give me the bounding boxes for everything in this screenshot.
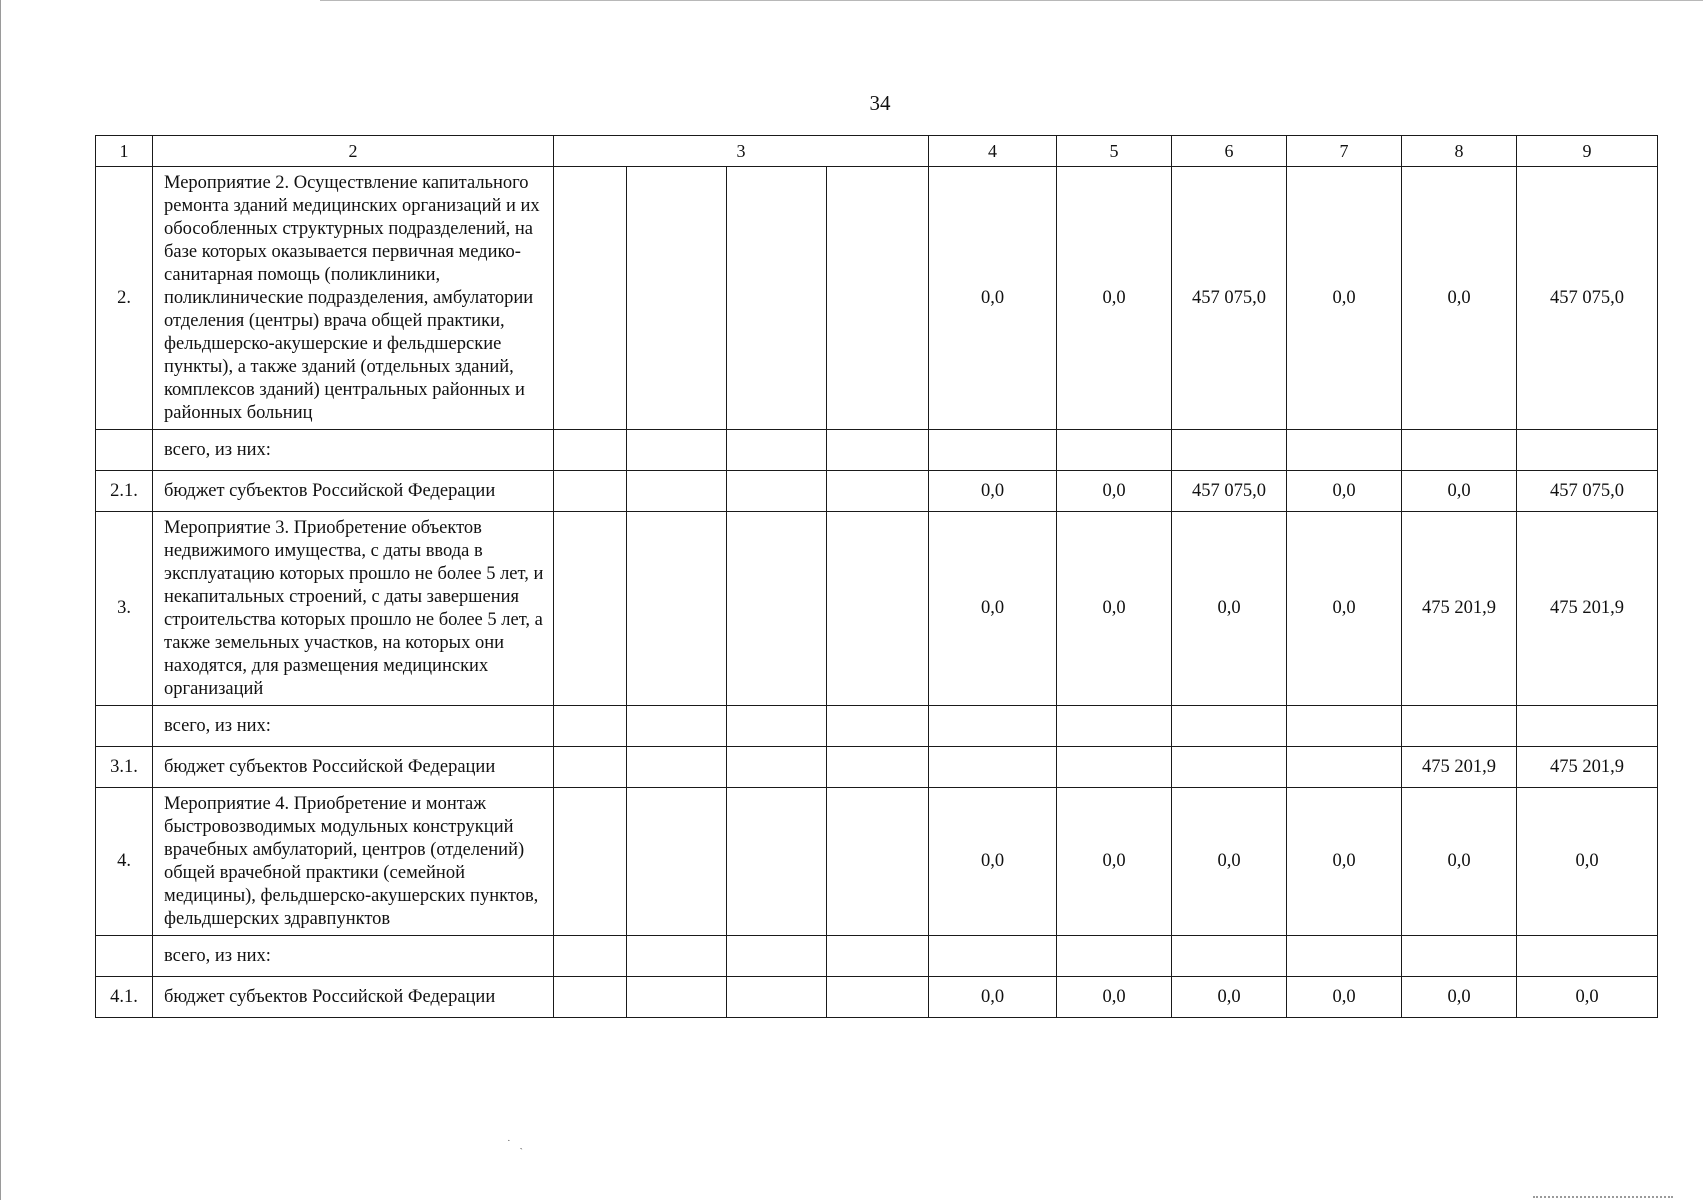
column-header: 8 — [1402, 136, 1517, 167]
value-cell-col-7: 0,0 — [1287, 471, 1402, 512]
empty-code-cell — [827, 706, 929, 747]
value-cell-col-5 — [1057, 747, 1172, 788]
empty-code-cell — [627, 167, 727, 430]
empty-code-cell — [627, 788, 727, 936]
value-cell-col-8: 0,0 — [1402, 788, 1517, 936]
empty-code-cell — [554, 430, 627, 471]
table-row — [96, 977, 1658, 1018]
table-row — [96, 747, 1658, 788]
column-header: 2 — [153, 136, 554, 167]
empty-code-cell — [554, 167, 627, 430]
page-edge-line — [0, 0, 1, 1200]
value-cell-col-5: 0,0 — [1057, 471, 1172, 512]
empty-code-cell — [827, 167, 929, 430]
value-cell-col-9 — [1517, 936, 1658, 977]
row-name: бюджет субъектов Российской Федерации — [153, 471, 554, 512]
empty-code-cell — [627, 706, 727, 747]
value-cell-col-9 — [1517, 430, 1658, 471]
value-cell-col-4 — [929, 936, 1057, 977]
value-cell-col-5 — [1057, 936, 1172, 977]
empty-code-cell — [827, 788, 929, 936]
value-cell-col-5: 0,0 — [1057, 167, 1172, 430]
empty-code-cell — [554, 788, 627, 936]
value-cell-col-9 — [1517, 706, 1658, 747]
value-cell-col-8: 475 201,9 — [1402, 747, 1517, 788]
empty-code-cell — [627, 936, 727, 977]
value-cell-col-5: 0,0 — [1057, 512, 1172, 706]
value-cell-col-4 — [929, 747, 1057, 788]
empty-code-cell — [554, 471, 627, 512]
scan-corner-mark — [1533, 1196, 1673, 1200]
empty-code-cell — [727, 430, 827, 471]
value-cell-col-6: 0,0 — [1172, 977, 1287, 1018]
empty-code-cell — [827, 936, 929, 977]
row-name: бюджет субъектов Российской Федерации — [153, 977, 554, 1018]
value-cell-col-5 — [1057, 706, 1172, 747]
value-cell-col-8 — [1402, 706, 1517, 747]
table-header-row — [96, 136, 1658, 167]
value-cell-col-4: 0,0 — [929, 471, 1057, 512]
value-cell-col-9: 475 201,9 — [1517, 512, 1658, 706]
empty-code-cell — [627, 977, 727, 1018]
value-cell-col-8: 0,0 — [1402, 167, 1517, 430]
column-header: 5 — [1057, 136, 1172, 167]
value-cell-col-8: 0,0 — [1402, 977, 1517, 1018]
table-row — [96, 512, 1658, 706]
column-header: 6 — [1172, 136, 1287, 167]
table-row — [96, 936, 1658, 977]
value-cell-col-7 — [1287, 747, 1402, 788]
row-name: всего, из них: — [153, 706, 554, 747]
row-number: 2. — [96, 167, 153, 430]
row-name: Мероприятие 2. Осуществление капитального ремонта зданий медицинских организаций и их обособленных структурных подразделений, на базе которых оказывается первичная медико-санитарная помощь (поликлиники, поликлинические подразделения, амбулатории отделения (центры) врача общей практики, фельдшерско-акушерские и фельдшерские пункты), а также зданий (отдельных зданий, комплексов зданий) центральных районных и районных больниц — [153, 167, 554, 430]
empty-code-cell — [554, 747, 627, 788]
row-number — [96, 430, 153, 471]
row-name: всего, из них: — [153, 430, 554, 471]
table-row — [96, 430, 1658, 471]
column-header: 1 — [96, 136, 153, 167]
value-cell-col-6 — [1172, 747, 1287, 788]
value-cell-col-9: 0,0 — [1517, 977, 1658, 1018]
empty-code-cell — [554, 706, 627, 747]
empty-code-cell — [827, 430, 929, 471]
value-cell-col-5 — [1057, 430, 1172, 471]
value-cell-col-5: 0,0 — [1057, 977, 1172, 1018]
value-cell-col-8 — [1402, 936, 1517, 977]
table-row — [96, 788, 1658, 936]
empty-code-cell — [827, 747, 929, 788]
value-cell-col-7: 0,0 — [1287, 977, 1402, 1018]
column-header: 4 — [929, 136, 1057, 167]
budget-table — [95, 135, 1658, 1018]
empty-code-cell — [727, 977, 827, 1018]
column-header: 9 — [1517, 136, 1658, 167]
value-cell-col-7 — [1287, 936, 1402, 977]
row-number: 4. — [96, 788, 153, 936]
value-cell-col-7 — [1287, 430, 1402, 471]
value-cell-col-4 — [929, 706, 1057, 747]
value-cell-col-8: 0,0 — [1402, 471, 1517, 512]
empty-code-cell — [827, 471, 929, 512]
value-cell-col-6: 0,0 — [1172, 512, 1287, 706]
value-cell-col-6: 457 075,0 — [1172, 167, 1287, 430]
empty-code-cell — [727, 706, 827, 747]
value-cell-col-8: 475 201,9 — [1402, 512, 1517, 706]
scan-top-line — [320, 0, 1703, 1]
row-name: бюджет субъектов Российской Федерации — [153, 747, 554, 788]
empty-code-cell — [727, 747, 827, 788]
row-number: 4.1. — [96, 977, 153, 1018]
table-row — [96, 167, 1658, 430]
empty-code-cell — [554, 977, 627, 1018]
empty-code-cell — [627, 512, 727, 706]
value-cell-col-9: 457 075,0 — [1517, 167, 1658, 430]
empty-code-cell — [554, 512, 627, 706]
value-cell-col-9: 457 075,0 — [1517, 471, 1658, 512]
value-cell-col-4: 0,0 — [929, 977, 1057, 1018]
empty-code-cell — [627, 747, 727, 788]
value-cell-col-7: 0,0 — [1287, 788, 1402, 936]
value-cell-col-4: 0,0 — [929, 512, 1057, 706]
column-header: 7 — [1287, 136, 1402, 167]
value-cell-col-4: 0,0 — [929, 788, 1057, 936]
empty-code-cell — [727, 788, 827, 936]
row-name: Мероприятие 3. Приобретение объектов недвижимого имущества, с даты ввода в эксплуатацию которых прошло не более 5 лет, и некапитальных строений, с даты завершения строительства которых прошло не более 5 лет, а также земельных участков, на которых они находятся, для размещения медицинских организаций — [153, 512, 554, 706]
row-number: 2.1. — [96, 471, 153, 512]
empty-code-cell — [727, 471, 827, 512]
table-row — [96, 471, 1658, 512]
value-cell-col-9: 0,0 — [1517, 788, 1658, 936]
empty-code-cell — [627, 471, 727, 512]
empty-code-cell — [627, 430, 727, 471]
row-name: Мероприятие 4. Приобретение и монтаж быстровозводимых модульных конструкций врачебных амбулаторий, центров (отделений) общей врачебной практики (семейной медицины), фельдшерско-акушерских пунктов, фельдшерских здравпунктов — [153, 788, 554, 936]
row-number: 3. — [96, 512, 153, 706]
table-row — [96, 706, 1658, 747]
row-number: 3.1. — [96, 747, 153, 788]
value-cell-col-4 — [929, 430, 1057, 471]
empty-code-cell — [554, 936, 627, 977]
value-cell-col-8 — [1402, 430, 1517, 471]
value-cell-col-6: 0,0 — [1172, 788, 1287, 936]
empty-code-cell — [727, 936, 827, 977]
row-number — [96, 936, 153, 977]
scan-speck: ˙ ˏ — [507, 1138, 527, 1150]
empty-code-cell — [727, 167, 827, 430]
empty-code-cell — [827, 512, 929, 706]
value-cell-col-6 — [1172, 706, 1287, 747]
value-cell-col-4: 0,0 — [929, 167, 1057, 430]
value-cell-col-7: 0,0 — [1287, 167, 1402, 430]
value-cell-col-6 — [1172, 430, 1287, 471]
column-header: 3 — [554, 136, 929, 167]
value-cell-col-6 — [1172, 936, 1287, 977]
empty-code-cell — [827, 977, 929, 1018]
page-number: 34 — [869, 91, 891, 115]
value-cell-col-6: 457 075,0 — [1172, 471, 1287, 512]
value-cell-col-7 — [1287, 706, 1402, 747]
value-cell-col-7: 0,0 — [1287, 512, 1402, 706]
empty-code-cell — [727, 512, 827, 706]
row-number — [96, 706, 153, 747]
value-cell-col-5: 0,0 — [1057, 788, 1172, 936]
row-name: всего, из них: — [153, 936, 554, 977]
value-cell-col-9: 475 201,9 — [1517, 747, 1658, 788]
